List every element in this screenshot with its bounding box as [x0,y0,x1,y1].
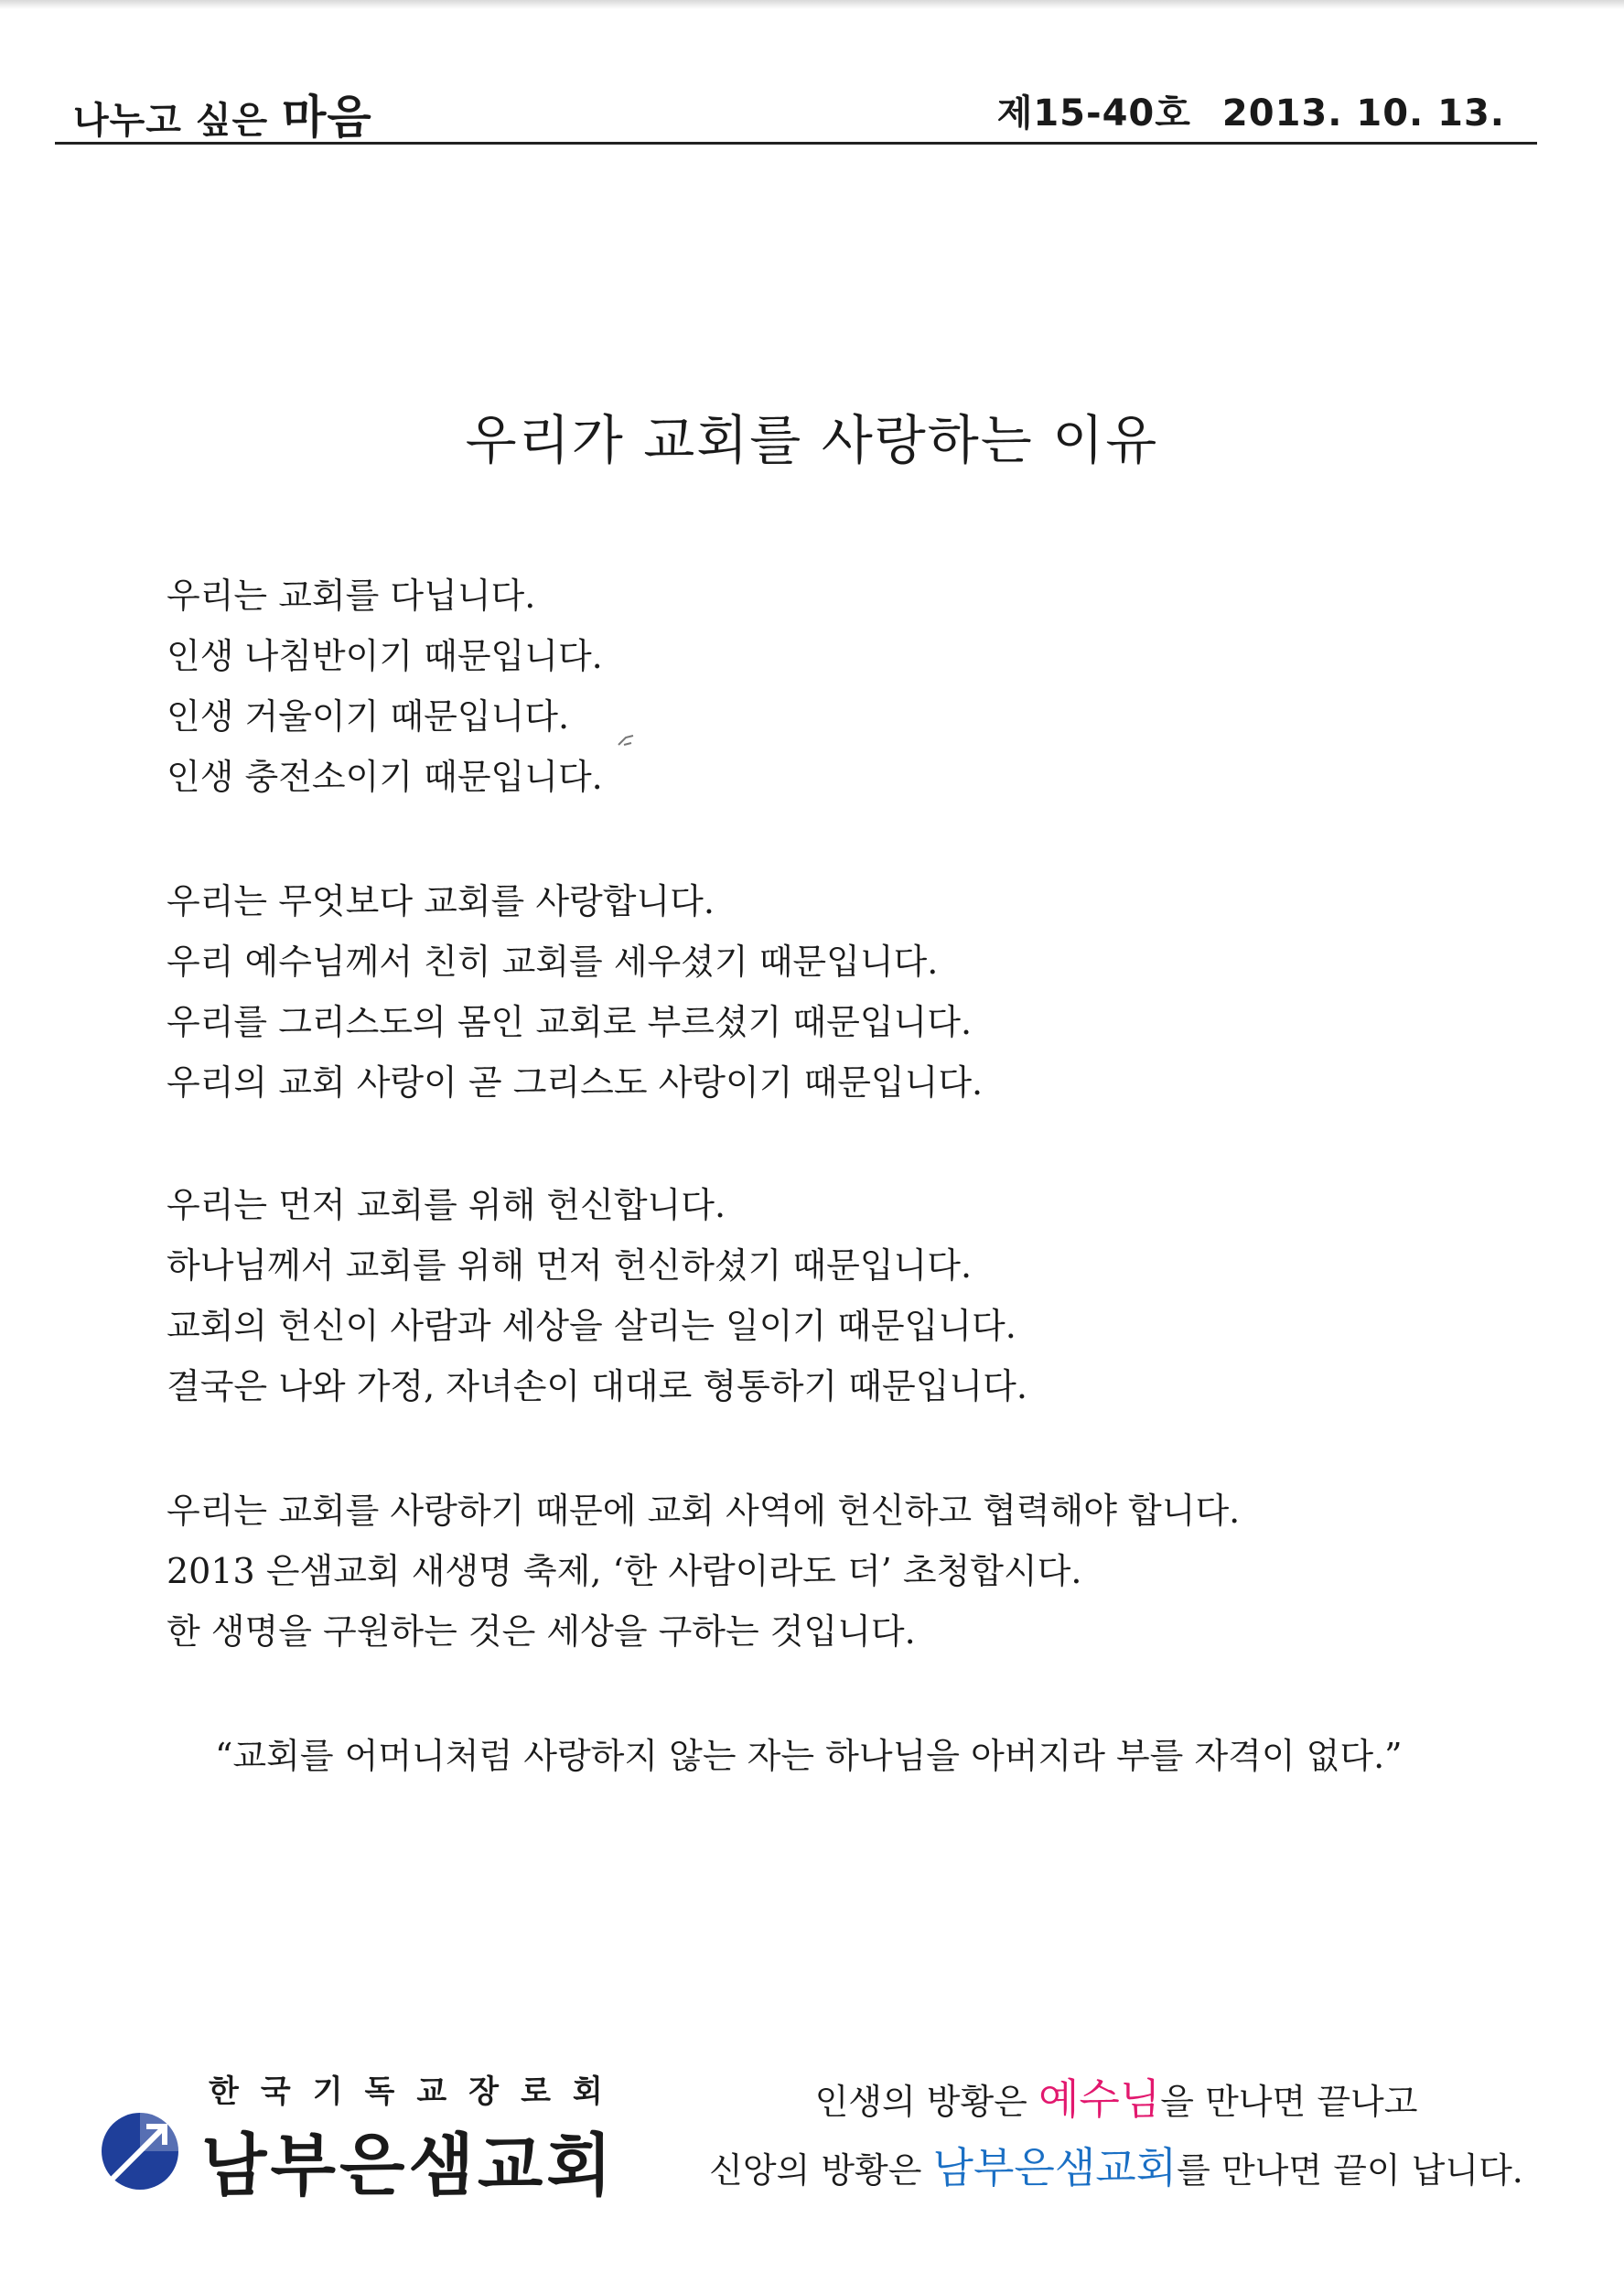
stanza-line: 2013 은샘교회 새생명 축제, ‘한 사람이라도 더’ 초청합시다. [167,1551,1082,1591]
stanza-line: 한 생명을 구원하는 것은 세상을 구하는 것입니다. [167,1611,916,1652]
stanza-line: 우리를 그리스도의 몸인 교회로 부르셨기 때문입니다. [167,1002,973,1042]
denomination-name: 한국기독교장로회 [209,2073,625,2110]
page-title: 우리가 교회를 사랑하는 이유 [465,408,1159,471]
slogan-text: 를 만나면 끝이 납니다. [1177,2150,1523,2191]
church-slogan [704,2066,1528,2203]
stanza-line: 결국은 나와 가정, 자녀손이 대대로 형통하기 때문입니다. [167,1366,1027,1406]
issue-number: 제15-40호 [996,92,1191,135]
slogan-line-1 [704,2066,1528,2135]
scan-speck-icon [615,732,639,750]
slogan-line-2 [704,2135,1528,2203]
issue-info [997,84,1505,136]
section-label [73,81,372,146]
slogan-text: 인생의 방황은 [814,2082,1038,2122]
slogan-text: 을 만나면 끝나고 [1160,2082,1418,2122]
scan-edge [0,0,1624,9]
section-prefix: 나누고 싶은 [73,100,269,142]
slogan-highlight-jesus: 예수님 [1038,2074,1161,2124]
stanza-line: 인생 나침반이기 때문입니다. [167,636,603,676]
stanza-3 [167,1175,1027,1416]
section-emphasis: 마음 [282,91,372,144]
stanza-2 [167,871,983,1113]
header-divider [55,142,1537,145]
church-emblem-icon [99,2110,181,2192]
slogan-text: 신앙의 방황은 [709,2150,933,2191]
stanza-line: 하나님께서 교회를 위해 먼저 헌신하셨기 때문입니다. [167,1245,973,1286]
stanza-1 [167,565,603,807]
stanza-line: 우리는 먼저 교회를 위해 헌신합니다. [167,1185,726,1225]
stanza-line: 우리는 교회를 다닙니다. [167,576,536,616]
stanza-4 [167,1481,1240,1662]
issue-date: 2013. 10. 13. [1221,92,1505,135]
closing-quote: “교회를 어머니처럼 사랑하지 않는 자는 하나님을 아버지라 부를 자격이 없다.” [215,1736,1403,1776]
stanza-line: 우리의 교회 사랑이 곧 그리스도 사랑이기 때문입니다. [167,1062,984,1103]
stanza-line: 인생 거울이기 때문입니다. [167,696,570,737]
stanza-line: 우리 예수님께서 친히 교회를 세우셨기 때문입니다. [167,942,939,982]
church-name: 남부은샘교회 [201,2127,616,2205]
stanza-line: 교회의 헌신이 사람과 세상을 살리는 일이기 때문입니다. [167,1306,1016,1346]
stanza-line: 인생 충전소이기 때문입니다. [167,757,603,797]
stanza-line: 우리는 교회를 사랑하기 때문에 교회 사역에 헌신하고 협력해야 합니다. [167,1491,1241,1531]
slogan-highlight-church: 남부은샘교회 [932,2143,1178,2192]
stanza-line: 우리는 무엇보다 교회를 사랑합니다. [167,881,715,921]
